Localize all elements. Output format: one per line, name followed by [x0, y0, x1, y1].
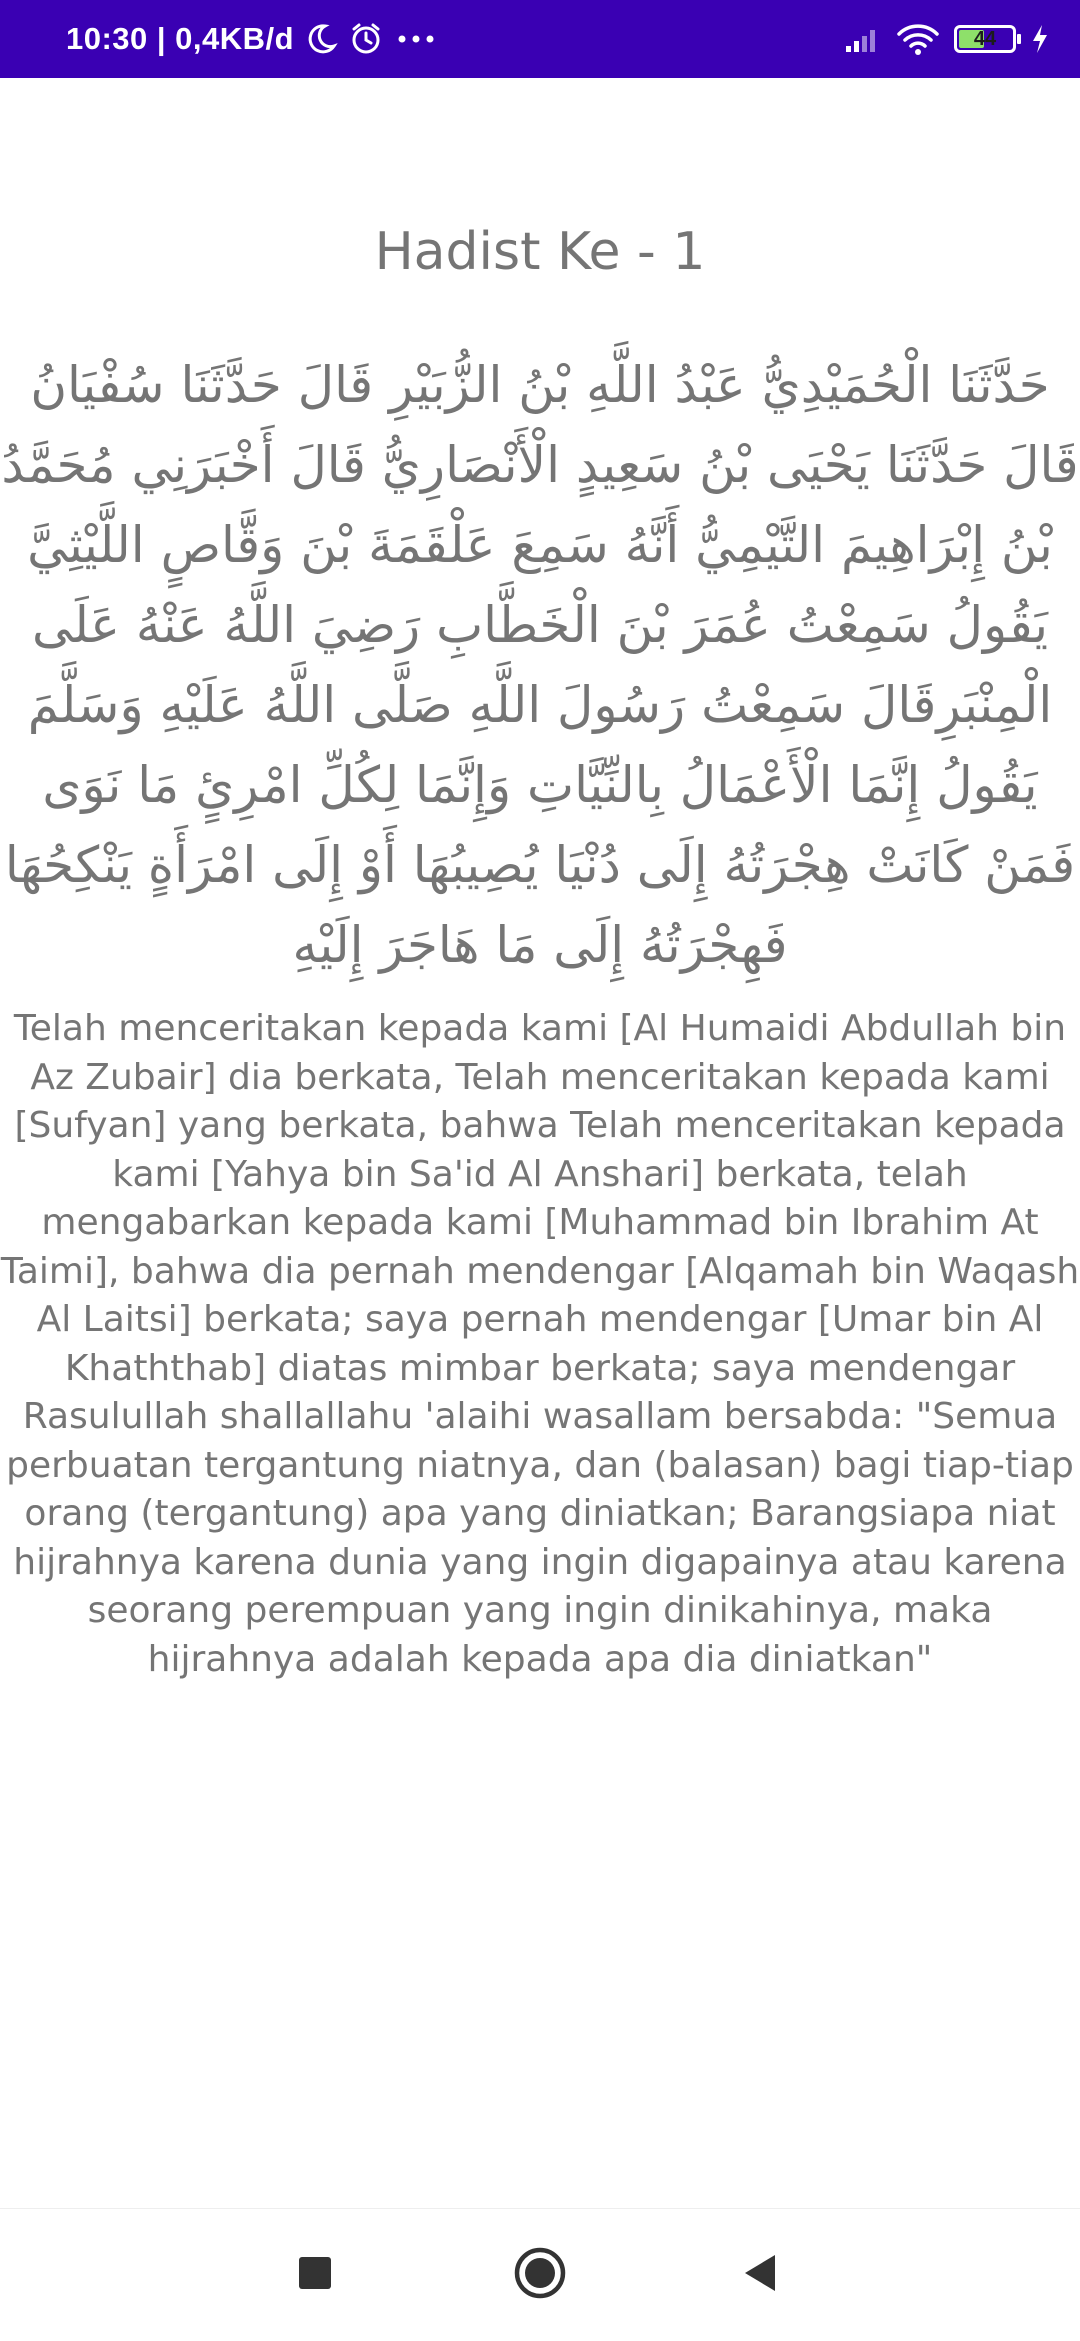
battery-icon [954, 25, 1016, 53]
status-time: 10:30 | 0,4KB/d [66, 21, 295, 56]
home-circle-icon [513, 2246, 567, 2305]
alarm-icon [348, 21, 384, 57]
recents-button[interactable] [255, 2209, 375, 2341]
moon-icon [304, 22, 338, 56]
navigation-bar [0, 2208, 1080, 2341]
hadith-arabic-text: حَدَّثَنَا الْحُمَيْدِيُّ عَبْدُ اللَّهِ بْنُ الزُّبَيْرِ قَالَ حَدَّثَنَا سُفْيَانُ قَالَ حَدَّثَنَا يَحْيَى بْنُ سَعِيدٍ الْأَنْصَارِيُّ قَالَ أَخْبَرَنِي مُحَمَّدُ بْنُ إِبْرَاهِيمَ التَّيْمِيُّ أَنَّهُ سَمِعَ عَلْقَمَةَ بْنَ وَقَّاصٍ اللَّيْثِيَّ يَقُولُ سَمِعْتُ عُمَرَ بْنَ الْخَطَّابِ رَضِيَ اللَّهُ عَنْهُ عَلَى الْمِنْبَرِقَالَ سَمِعْتُ رَسُولَ اللَّهِ صَلَّى اللَّهُ عَلَيْهِ وَسَلَّمَ يَقُولُ إِنَّمَا الْأَعْمَالُ بِالنِّيَّاتِ وَإِنَّمَا لِكُلِّ امْرِئٍ مَا نَوَى فَمَنْ كَانَتْ هِجْرَتُهُ إِلَى دُنْيَا يُصِيبُهَا أَوْ إِلَى امْرَأَةٍ يَنْكِحُهَا فَهِجْرَتُهُ إِلَى مَا هَاجَرَ إِلَيْهِ [1, 356, 1079, 974]
charging-bolt-icon [1030, 23, 1050, 55]
hadith-translation-text: Telah menceritakan kepada kami [Al Humaidi Abdullah bin Az Zubair] dia berkata, Telah menceritakan kepada kami [Sufyan] yang berkata, bahwa Telah menceritakan kepada kami [Yahya bin Sa'id Al Anshari] berkata, telah mengabarkan kepada kami [Muhammad bin Ibrahim At Taimi], bahwa dia pernah mendengar [Alqamah bin Waqash Al Laitsi] berkata; saya pernah mendengar [Umar bin Al Khaththab] diatas mimbar berkata; saya mendengar Rasulullah shallallahu 'alaihi wasallam bersabda: "Semua perbuatan tergantung niatnya, dan (balasan) bagi tiap-tiap orang (tergantung) apa yang diniatkan; Barangsiapa niat hijrahnya karena dunia yang ingin digapainya atau karena seorang perempuan yang ingin dinikahinya, maka hijrahnya adalah kepada apa dia diniatkan" [0, 1008, 1080, 1680]
back-button[interactable] [700, 2209, 820, 2341]
battery-percent: 44 [973, 27, 997, 50]
signal-icon [844, 24, 882, 54]
recents-square-icon [297, 2255, 333, 2296]
status-bar-right [844, 0, 1050, 78]
status-bar [0, 0, 1080, 78]
wifi-icon [896, 22, 940, 56]
home-button[interactable] [480, 2209, 600, 2341]
back-triangle-icon [741, 2253, 779, 2298]
page-title: Hadist Ke - 1 [374, 222, 706, 282]
status-bar-left [66, 0, 438, 78]
more-dots-icon [394, 31, 438, 47]
